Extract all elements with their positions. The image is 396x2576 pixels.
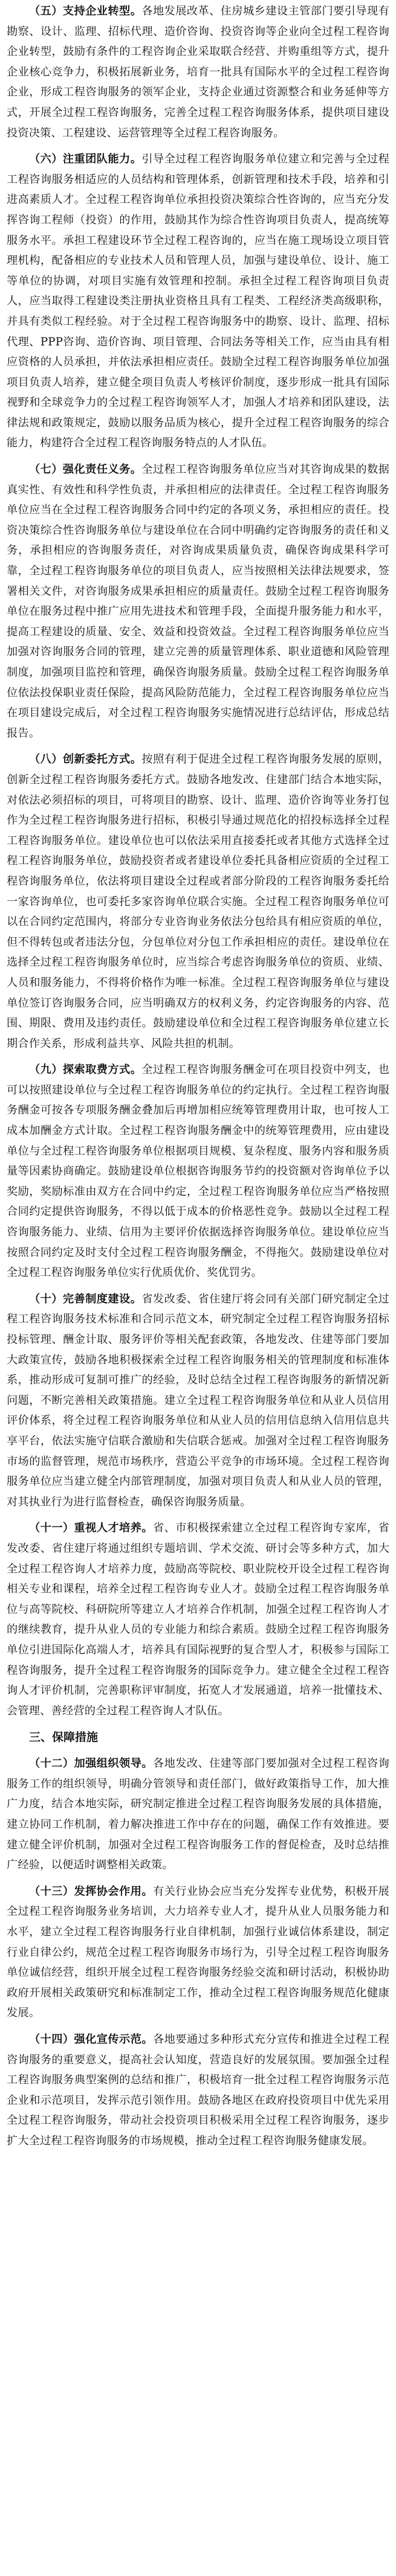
paragraph-lead: （十三）发挥协会作用。: [29, 1885, 153, 1898]
policy-paragraph: [7, 2030, 389, 2151]
paragraph-lead: （五）支持企业转型。: [29, 5, 142, 18]
paragraph-text: 各地要通过多种形式充分宣传和推进全过程工程咨询服务的重要意义，提高社会认知度，营造良好的发展氛围。要加强全过程工程咨询服务典型案例的总结和推广，积极培育一批全过程工程咨询服务示范企业和示范项目，发挥示范引领作用。鼓励各地区在政府投资项目中优先采用全过程工程咨询服务，带动社会投资项目积极采用全过程工程咨询服务，逐步扩大全过程工程咨询服务的市场规模，推动全过程工程咨询服务健康发展。: [7, 2033, 390, 2147]
paragraph-text: 按照有利于促进全过程工程咨询服务发展的原则，创新全过程工程咨询服务委托方式。鼓励各地发改、住建部门结合本地实际，对依法必须招标的项目，可将项目的勘察、设计、监理、造价咨询等业务打包作为全过程工程咨询服务进行招标，积极引导通过规范化的招投标选择全过程工程咨询服务单位。建设单位也可以依法采用直接委托或者其他方式选择全过程工程咨询服务单位，鼓励投资者或者建设单位委托具备相应资质的全过程工程咨询服务单位，依法将项目建设全过程或者部分阶段的工程咨询服务委托给一家咨询单位，也可委托多家咨询单位联合实施。全过程工程咨询服务单位可以在合同约定范围内，将部分专业咨询业务依法分包给具有相应资质的单位，但不得转包或者违法分包，分包单位对分包工作承担相应的责任。建设单位在选择全过程工程咨询服务单位时，应当综合考虑咨询服务单位的资质、业绩、人员和服务能力，不得将价格作为唯一标准。全过程工程咨询服务单位与建设单位签订咨询服务合同，应当明确双方的权利义务，约定咨询服务的内容、范围、期限、费用及违约责任。鼓励建设单位和全过程工程咨询服务单位建立长期合作关系，形成利益共享、风险共担的机制。: [7, 753, 389, 1050]
paragraph-text: 引导全过程工程咨询服务单位建立和完善与全过程工程咨询服务相适应的人员结构和管理体系，创新管理和技术手段，培养和引进高素质人才。全过程工程咨询单位承担投资决策综合性咨询的，应当充分发挥咨询工程师（投资）的作用，鼓励其作为综合性咨询项目负责人，提高统筹服务水平。承担工程建设环节全过程工程咨询的，应当在施工现场设立项目管理机构，配备相应的专业技术人员和管理人员，加强与建设单位、设计、施工等单位的协调，对项目实施有效管理和控制。承担全过程工程咨询项目负责人，应当取得工程建设类注册执业资格且具有工程类、工程经济类高级职称，并具有类似工程经验。对于全过程工程咨询服务中的勘察、设计、监理、招标代理、PPP咨询、造价咨询、项目管理、合同法务等相关工作，应当由具有相应资格的人员承担，并依法承担相应责任。鼓励全过程工程咨询服务单位加强项目负责人培养，建立健全项目负责人考核评价制度，逐步形成一批具有国际视野和全球竞争力的全过程工程咨询领军人才，加强人才培养和团队建设，法律法规和政策规定，鼓励以服务品质为核心，提升全过程工程咨询服务的综合能力，构建符合全过程工程咨询服务特点的人才队伍。: [7, 153, 389, 450]
policy-paragraph: [7, 1289, 389, 1513]
paragraph-text: 全过程工程咨询服务酬金可在项目投资中列支，也可以按照建设单位与全过程工程咨询服务单位的约定执行。全过程工程咨询服务酬金可按各专项服务酬金叠加后再增加相应统筹管理费用计取，也可按人工成本加酬金方式计取。全过程工程咨询服务酬金中的统筹管理费用，应由建设单位与全过程工程咨询服务单位根据项目规模、复杂程度、服务内容和服务质量等因素协商确定。鼓励建设单位根据咨询服务节约的投资额对咨询单位予以奖励，奖励标准由双方在合同中约定，全过程工程咨询服务单位应当严格按照合同约定提供咨询服务，不得以低于成本的价格恶性竞争。鼓励以全过程工程咨询服务能力、业绩、信用为主要评价依据选择咨询服务单位。建设单位应当按照合同约定及时支付全过程工程咨询服务酬金，不得拖欠。鼓励建设单位对全过程工程咨询服务单位实行优质优价、奖优罚劣。: [7, 1063, 389, 1280]
policy-paragraph: [7, 1, 389, 143]
policy-paragraph: [7, 1882, 389, 2023]
paragraph-lead: （十一）重视人才培养。: [29, 1522, 153, 1535]
policy-paragraph: [7, 1754, 389, 1876]
paragraph-lead: （六）注重团队能力。: [29, 153, 142, 166]
policy-paragraph: [7, 1518, 389, 1721]
policy-paragraph: [7, 1060, 389, 1283]
paragraph-text: 省发改委、省住建厅将会同有关部门研究制定全过程工程咨询服务技术标准和合同示范文本，研究制定全过程工程咨询服务招标投标管理、酬金计取、服务评价等相关配套政策，各地发改、住建等部门要加大政策宣传，鼓励各地积极探索全过程工程咨询服务相关的管理制度和标准体系，推动形成可复制可推广的经验，及时总结全过程工程咨询服务的新情况新问题，不断完善相关政策措施。建立全过程工程咨询服务单位和从业人员信用评价体系，将全过程工程咨询服务单位和从业人员的信用信息纳入信用信息共享平台，依法实施守信联合激励和失信联合惩戒。加强对全过程工程咨询服务市场的监督管理，规范市场秩序，营造公平竞争的市场环境。全过程工程咨询服务单位应当建立健全内部管理制度，加强对项目负责人和从业人员的管理，对其执业行为进行监督检查，确保咨询服务质量。: [7, 1292, 389, 1508]
paragraph-text: 省、市积极探索建立全过程工程咨询专家库，省发改委、省住建厅将通过组织专题培训、学术交流、研讨会等多种方式，加大全过程工程咨询人才培养力度，鼓励高等院校、职业院校开设全过程工程咨询相关专业和课程，培养全过程工程咨询专业人才。鼓励全过程工程咨询服务单位与高等院校、科研院所等建立人才培养合作机制，加强全过程工程咨询人才的继续教育，提升从业人员的专业能力和综合素质。鼓励全过程工程咨询服务单位引进国际化高端人才，培养具有国际视野的复合型人才，积极参与国际工程咨询服务，提升全过程工程咨询服务的国际竞争力。建立健全全过程工程咨询人才评价机制，完善职称评审制度，拓宽人才发展通道，培养一批懂技术、会管理、善经营的全过程工程咨询人才队伍。: [7, 1522, 390, 1717]
paragraph-lead: （十四）强化宣传示范。: [29, 2033, 153, 2046]
paragraph-lead: （十）完善制度建设。: [29, 1292, 142, 1306]
policy-paragraph: [7, 749, 389, 1054]
paragraph-lead: （八）创新委托方式。: [29, 753, 142, 766]
paragraph-lead: （七）强化责任义务。: [29, 463, 142, 476]
paragraph-text: 各地发改、住建等部门要加强对全过程工程咨询服务工作的组织领导，明确分管领导和责任部门，做好政策指导工作，加大推广力度，结合本地实际，研究制定推进全过程工程咨询服务发展的具体措施，建立协同工作机制，着力解决推进工作中存在的问题，确保工作有效推进。要建立健全评价机制，加强对全过程工程咨询服务工作的督促检查，及时总结推广经验，以便适时调整相关政策。: [7, 1757, 390, 1872]
paragraph-text: 全过程工程咨询服务单位应当对其咨询成果的数据真实性、有效性和科学性负责，并承担相应的法律责任。全过程工程咨询服务单位应当在全过程工程咨询服务合同中约定的各项义务，承担相应的责任。投资决策综合性咨询服务单位与建设单位在合同中明确约定咨询服务的责任和义务，承担相应的咨询服务责任，对咨询成果质量负责，确保咨询成果科学可靠，全过程工程咨询服务单位的项目负责人，应当按照相关法律法规要求，签署相关文件，对咨询服务成果承担相应的质量责任。鼓励全过程工程咨询服务单位在服务过程中推广应用先进技术和管理手段，全面提升服务能力和水平，提高工程建设的质量、安全、效益和投资效益。全过程工程咨询服务单位应当加强对咨询服务合同的管理，建立完善的质量管理体系、职业道德和风险管理制度，加强项目监控和管理，确保咨询服务质量。鼓励全过程工程咨询服务单位依法投保职业责任保险，提高风险防范能力，全过程工程咨询服务单位应当在项目建设完成后，对全过程工程咨询服务实施情况进行总结评估，形成总结报告。: [7, 463, 389, 740]
policy-paragraph: [7, 149, 389, 453]
paragraph-text: 有关行业协会应当充分发挥专业优势，积极开展全过程工程咨询服务业务培训，大力培养专业人才，提升从业人员服务能力和水平，建立全过程工程咨询服务行业自律机制，加强行业诚信体系建设，制定行业自律公约，规范全过程工程咨询服务市场行为，引导全过程工程咨询服务单位诚信经营，组织开展全过程工程咨询服务经验交流和研讨活动，积极协助政府开展相关政策研究和标准制定工作，推动全过程工程咨询服务规范化健康发展。: [7, 1885, 390, 2020]
section-heading: 三、保障措施: [29, 1731, 99, 1745]
paragraph-text: 各地发展改革、住房城乡建设主管部门要引导现有勘察、设计、监理、招标代理、造价咨询、投资咨询等企业向全过程工程咨询企业转型，鼓励有条件的工程咨询企业采取联合经营、并购重组等方式，提升企业核心竞争力，积极拓展新业务，培育一批具有国际水平的全过程工程咨询企业，形成工程咨询服务的领军企业，支持企业通过资源整合和业务延伸等方式，开展全过程工程咨询服务，完善全过程工程咨询服务体系，提供项目建设投资决策、工程建设、运营管理等全过程工程咨询服务。: [7, 5, 389, 139]
policy-paragraph: [7, 460, 389, 743]
paragraph-lead: （十二）加强组织领导。: [29, 1757, 153, 1770]
paragraph-lead: （九）探索取费方式。: [29, 1063, 142, 1077]
